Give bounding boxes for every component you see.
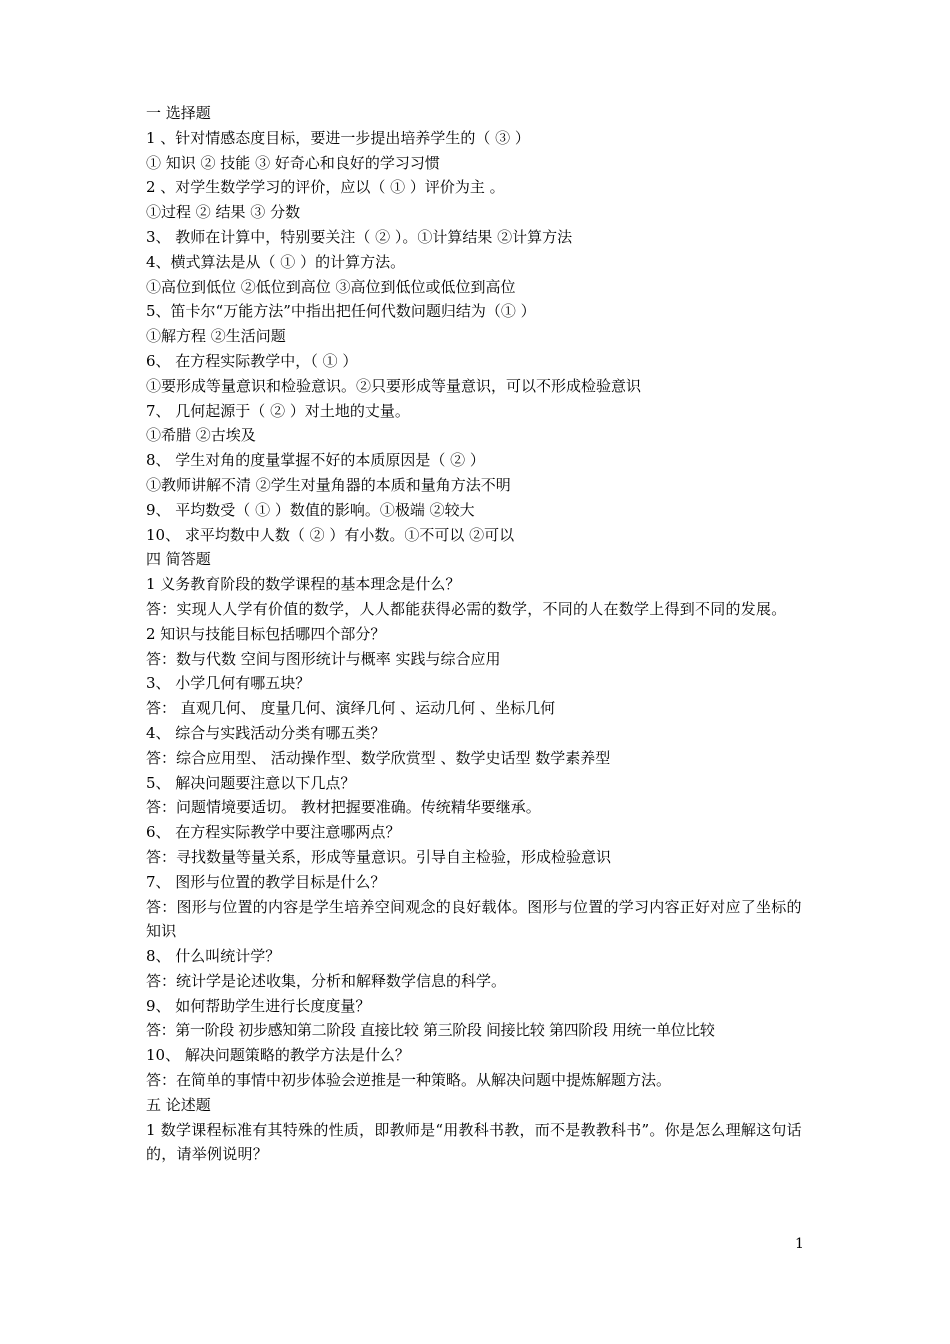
choice-options-8: ①教师讲解不清 ②学生对量角器的本质和量角方法不明 bbox=[146, 475, 511, 494]
short-question-5: 5、 解决问题要注意以下几点？ bbox=[146, 773, 356, 792]
short-answer-2: 答：数与代数 空间与图形统计与概率 实践与综合应用 bbox=[146, 649, 501, 668]
section-heading-short: 四 简答题 bbox=[146, 550, 211, 569]
choice-question-9: 9、 平均数受（ ① ）数值的影响。①极端 ②较大 bbox=[146, 500, 475, 519]
document-body bbox=[146, 101, 814, 1167]
choice-options-2: ①过程 ② 结果 ③ 分数 bbox=[146, 203, 301, 222]
page-number: 1 bbox=[795, 1236, 804, 1252]
short-question-2: 2 知识与技能目标包括哪四个部分？ bbox=[146, 624, 386, 643]
short-question-9: 9、 如何帮助学生进行长度度量？ bbox=[146, 996, 371, 1015]
choice-options-5: ①解方程 ②生活问题 bbox=[146, 327, 286, 346]
short-answer-5: 答：问题情境要适切。 教材把握要准确。传统精华要继承。 bbox=[146, 798, 541, 817]
short-answer-6: 答：寻找数量等量关系，形成等量意识。引导自主检验，形成检验意识 bbox=[146, 847, 612, 866]
essay-question-1: 1 数学课程标准有其特殊的性质，即教师是“用教科书教，而不是教教科书”。你是怎么理解这句话的，请举例说明？ bbox=[146, 1120, 802, 1164]
short-question-8: 8、 什么叫统计学？ bbox=[146, 947, 281, 966]
choice-question-3: 3、 教师在计算中，特别要关注（ ② ）。①计算结果 ②计算方法 bbox=[146, 227, 573, 246]
short-answer-3: 答： 直观几何、 度量几何、演绎几何 、运动几何 、坐标几何 bbox=[146, 699, 556, 718]
choice-options-1: ① 知识 ② 技能 ③ 好奇心和良好的学习习惯 bbox=[146, 153, 440, 172]
short-answer-9: 答：第一阶段 初步感知第二阶段 直接比较 第三阶段 间接比较 第四阶段 用统一单位比较 bbox=[146, 1021, 715, 1040]
choice-question-10: 10、 求平均数中人数（ ② ）有小数。①不可以 ②可以 bbox=[146, 525, 515, 544]
choice-question-7: 7、 几何起源于（ ② ）对土地的丈量。 bbox=[146, 401, 410, 420]
section-heading-essay: 五 论述题 bbox=[146, 1095, 211, 1114]
choice-question-4: 4、横式算法是从（ ① ）的计算方法。 bbox=[146, 252, 406, 271]
choice-question-6: 6、 在方程实际教学中，（ ① ） bbox=[146, 351, 358, 370]
short-question-6: 6、 在方程实际教学中要注意哪两点？ bbox=[146, 823, 401, 842]
short-question-7: 7、 图形与位置的教学目标是什么？ bbox=[146, 872, 386, 891]
choice-question-1: 1 、针对情感态度目标，要进一步提出培养学生的（ ③ ） bbox=[146, 128, 530, 147]
short-answer-7: 答：图形与位置的内容是学生培养空间观念的良好载体。图形与位置的学习内容正好对应了坐标的知识 bbox=[146, 897, 802, 941]
short-question-3: 3、 小学几何有哪五块？ bbox=[146, 674, 311, 693]
choice-options-7: ①希腊 ②古埃及 bbox=[146, 426, 256, 445]
short-question-10: 10、 解决问题策略的教学方法是什么？ bbox=[146, 1046, 410, 1065]
choice-question-2: 2 、对学生数学学习的评价，应以（ ① ）评价为主 。 bbox=[146, 178, 505, 197]
short-answer-8: 答：统计学是论述收集，分析和解释数学信息的科学。 bbox=[146, 971, 507, 990]
section-heading-choice: 一 选择题 bbox=[146, 104, 211, 122]
short-answer-10: 答：在简单的事情中初步体验会逆推是一种策略。从解决问题中提炼解题方法。 bbox=[146, 1071, 672, 1090]
short-answer-1: 答：实现人人学有价值的数学，人人都能获得必需的数学，不同的人在数学上得到不同的发展。 bbox=[146, 599, 787, 618]
short-question-1: 1 义务教育阶段的数学课程的基本理念是什么？ bbox=[146, 575, 461, 594]
choice-question-8: 8、 学生对角的度量掌握不好的本质原因是（ ② ） bbox=[146, 451, 485, 470]
choice-options-6: ①要形成等量意识和检验意识。②只要形成等量意识，可以不形成检验意识 bbox=[146, 376, 642, 395]
short-answer-4: 答：综合应用型、 活动操作型、数学欣赏型 、数学史话型 数学素养型 bbox=[146, 748, 611, 767]
choice-question-5: 5、笛卡尔“万能方法”中指出把任何代数问题归结为（① ） bbox=[146, 302, 536, 321]
short-question-4: 4、 综合与实践活动分类有哪五类？ bbox=[146, 723, 386, 742]
choice-options-4: ①高位到低位 ②低位到高位 ③高位到低位或低位到高位 bbox=[146, 277, 516, 296]
